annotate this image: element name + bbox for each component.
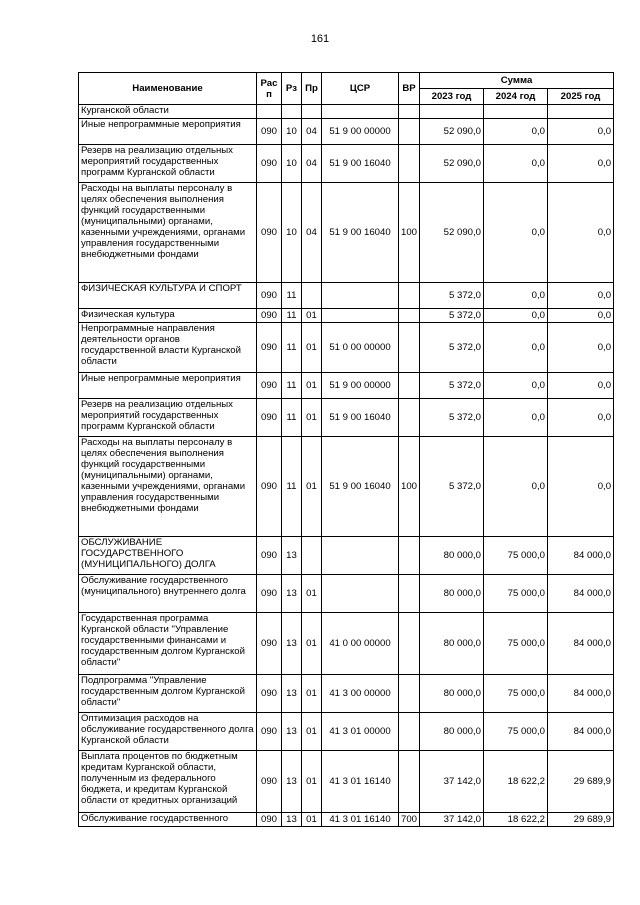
cell-y2025: 0,0 <box>548 399 614 437</box>
table-row <box>79 105 614 119</box>
cell-csr: 41 3 01 16140 <box>322 751 399 813</box>
cell-name: Резерв на реализацию отдельных мероприятий государственных программ Курганской области <box>79 399 257 437</box>
cell-csr <box>322 105 399 119</box>
cell-csr: 41 3 01 00000 <box>322 713 399 751</box>
cell-pr: 04 <box>302 119 322 145</box>
cell-y2024: 75 000,0 <box>484 713 548 751</box>
cell-rz: 13 <box>282 675 302 713</box>
cell-rasp: 090 <box>257 751 282 813</box>
cell-pr: 01 <box>302 713 322 751</box>
cell-y2023: 80 000,0 <box>420 713 484 751</box>
table-row <box>79 373 614 399</box>
cell-y2024 <box>484 105 548 119</box>
cell-y2023: 52 090,0 <box>420 145 484 183</box>
cell-pr: 01 <box>302 399 322 437</box>
cell-rz: 10 <box>282 183 302 283</box>
cell-name: Оптимизация расходов на обслуживание государственного долга Курганской области <box>79 713 257 751</box>
cell-y2024: 0,0 <box>484 399 548 437</box>
cell-y2024: 0,0 <box>484 309 548 323</box>
cell-rasp <box>257 105 282 119</box>
cell-rasp: 090 <box>257 713 282 751</box>
cell-rasp: 090 <box>257 575 282 613</box>
cell-y2025: 0,0 <box>548 119 614 145</box>
cell-vr <box>399 675 420 713</box>
cell-vr <box>399 613 420 675</box>
table-row <box>79 119 614 145</box>
cell-y2024: 0,0 <box>484 283 548 309</box>
cell-csr: 51 9 00 16040 <box>322 437 399 537</box>
cell-y2024: 0,0 <box>484 437 548 537</box>
page-number: 161 <box>310 33 330 45</box>
cell-y2023: 80 000,0 <box>420 537 484 575</box>
cell-y2024: 0,0 <box>484 323 548 373</box>
cell-y2024: 0,0 <box>484 373 548 399</box>
cell-name: Выплата процентов по бюджетным кредитам Курганской области, полученным из федерального бюджета, и кредитам Курганской области от кредитных организаций <box>79 751 257 813</box>
table-row <box>79 813 614 827</box>
table-row <box>79 283 614 309</box>
header-rasp: Рас п <box>257 73 282 105</box>
cell-vr: 100 <box>399 183 420 283</box>
header-rz: Рз <box>282 73 302 105</box>
cell-pr: 01 <box>302 751 322 813</box>
cell-rasp: 090 <box>257 309 282 323</box>
cell-y2024: 0,0 <box>484 119 548 145</box>
cell-rasp: 090 <box>257 145 282 183</box>
cell-csr <box>322 283 399 309</box>
cell-y2023: 5 372,0 <box>420 373 484 399</box>
header-2025: 2025 год <box>548 89 614 105</box>
table-row <box>79 613 614 675</box>
cell-csr: 41 3 00 00000 <box>322 675 399 713</box>
cell-name: ОБСЛУЖИВАНИЕ ГОСУДАРСТВЕННОГО (МУНИЦИПАЛЬНОГО) ДОЛГА <box>79 537 257 575</box>
cell-rz: 11 <box>282 437 302 537</box>
cell-rasp: 090 <box>257 183 282 283</box>
cell-y2025: 0,0 <box>548 373 614 399</box>
cell-vr <box>399 399 420 437</box>
cell-pr: 01 <box>302 675 322 713</box>
cell-csr: 51 9 00 16040 <box>322 183 399 283</box>
cell-csr: 41 0 00 00000 <box>322 613 399 675</box>
cell-rz: 10 <box>282 145 302 183</box>
cell-rz: 13 <box>282 751 302 813</box>
cell-csr <box>322 575 399 613</box>
cell-csr: 51 0 00 00000 <box>322 323 399 373</box>
cell-rasp: 090 <box>257 119 282 145</box>
cell-rasp: 090 <box>257 537 282 575</box>
cell-y2025: 29 689,9 <box>548 813 614 827</box>
cell-vr <box>399 751 420 813</box>
cell-rasp: 090 <box>257 675 282 713</box>
cell-name: Расходы на выплаты персоналу в целях обеспечения выполнения функций государственными (муниципальными) органами, казенными учреждениями, органами управления государственными внебюджетными фондами <box>79 183 257 283</box>
cell-csr: 51 9 00 00000 <box>322 373 399 399</box>
cell-y2023: 80 000,0 <box>420 575 484 613</box>
table-row <box>79 537 614 575</box>
cell-vr <box>399 119 420 145</box>
table-row <box>79 323 614 373</box>
cell-rz: 11 <box>282 323 302 373</box>
cell-csr: 41 3 01 16140 <box>322 813 399 827</box>
budget-table <box>78 72 614 827</box>
header-sum: Сумма <box>420 73 614 89</box>
cell-vr: 100 <box>399 437 420 537</box>
cell-vr <box>399 309 420 323</box>
cell-y2023: 37 142,0 <box>420 813 484 827</box>
cell-rasp: 090 <box>257 813 282 827</box>
cell-y2024: 75 000,0 <box>484 537 548 575</box>
cell-y2025: 0,0 <box>548 437 614 537</box>
cell-y2023: 37 142,0 <box>420 751 484 813</box>
cell-rz <box>282 105 302 119</box>
header-2024: 2024 год <box>484 89 548 105</box>
table-row <box>79 575 614 613</box>
cell-pr: 01 <box>302 323 322 373</box>
cell-rz: 11 <box>282 373 302 399</box>
cell-csr: 51 9 00 16040 <box>322 399 399 437</box>
cell-pr: 01 <box>302 309 322 323</box>
cell-name: Иные непрограммные мероприятия <box>79 119 257 145</box>
cell-pr <box>302 537 322 575</box>
cell-csr: 51 9 00 00000 <box>322 119 399 145</box>
cell-vr <box>399 575 420 613</box>
cell-name: Резерв на реализацию отдельных мероприятий государственных программ Курганской области <box>79 145 257 183</box>
header-pr: Пр <box>302 73 322 105</box>
cell-name: ФИЗИЧЕСКАЯ КУЛЬТУРА И СПОРТ <box>79 283 257 309</box>
cell-y2024: 0,0 <box>484 145 548 183</box>
cell-y2025: 84 000,0 <box>548 675 614 713</box>
cell-y2025 <box>548 105 614 119</box>
header-csr: ЦСР <box>322 73 399 105</box>
cell-rasp: 090 <box>257 613 282 675</box>
cell-rasp: 090 <box>257 283 282 309</box>
cell-pr <box>302 105 322 119</box>
cell-y2025: 0,0 <box>548 283 614 309</box>
cell-rasp: 090 <box>257 399 282 437</box>
cell-y2025: 29 689,9 <box>548 751 614 813</box>
cell-rz: 13 <box>282 613 302 675</box>
cell-y2024: 0,0 <box>484 183 548 283</box>
cell-pr: 04 <box>302 145 322 183</box>
cell-rz: 11 <box>282 399 302 437</box>
cell-y2025: 0,0 <box>548 145 614 183</box>
cell-y2023: 5 372,0 <box>420 399 484 437</box>
cell-vr <box>399 283 420 309</box>
budget-table-body <box>79 105 614 827</box>
header-vr: ВР <box>399 73 420 105</box>
cell-name: Государственная программа Курганской области "Управление государственными финансами и государственным долгом Курганской области" <box>79 613 257 675</box>
cell-vr <box>399 373 420 399</box>
cell-vr <box>399 145 420 183</box>
header-name: Наименование <box>79 73 257 105</box>
cell-pr <box>302 283 322 309</box>
table-row <box>79 309 614 323</box>
cell-rasp: 090 <box>257 373 282 399</box>
cell-pr: 01 <box>302 437 322 537</box>
cell-rz: 13 <box>282 575 302 613</box>
cell-y2023: 5 372,0 <box>420 309 484 323</box>
table-row <box>79 675 614 713</box>
cell-y2025: 0,0 <box>548 309 614 323</box>
cell-y2025: 84 000,0 <box>548 537 614 575</box>
cell-y2025: 0,0 <box>548 183 614 283</box>
cell-pr: 01 <box>302 373 322 399</box>
table-row <box>79 145 614 183</box>
header-2023: 2023 год <box>420 89 484 105</box>
cell-pr: 01 <box>302 613 322 675</box>
cell-vr <box>399 105 420 119</box>
cell-y2023: 52 090,0 <box>420 119 484 145</box>
cell-rz: 10 <box>282 119 302 145</box>
table-row <box>79 751 614 813</box>
cell-y2025: 84 000,0 <box>548 575 614 613</box>
cell-y2023 <box>420 105 484 119</box>
table-row <box>79 183 614 283</box>
cell-rasp: 090 <box>257 323 282 373</box>
cell-name: Обслуживание государственного <box>79 813 257 827</box>
cell-y2024: 75 000,0 <box>484 675 548 713</box>
cell-rz: 13 <box>282 537 302 575</box>
cell-y2023: 5 372,0 <box>420 283 484 309</box>
cell-rz: 11 <box>282 309 302 323</box>
cell-y2023: 5 372,0 <box>420 323 484 373</box>
cell-pr: 04 <box>302 183 322 283</box>
cell-y2025: 84 000,0 <box>548 713 614 751</box>
cell-pr: 01 <box>302 575 322 613</box>
cell-y2024: 18 622,2 <box>484 751 548 813</box>
cell-csr <box>322 537 399 575</box>
cell-rz: 13 <box>282 813 302 827</box>
cell-y2025: 0,0 <box>548 323 614 373</box>
cell-vr <box>399 323 420 373</box>
cell-y2023: 52 090,0 <box>420 183 484 283</box>
cell-name: Подпрограмма "Управление государственным долгом Курганской области" <box>79 675 257 713</box>
cell-y2023: 80 000,0 <box>420 613 484 675</box>
cell-vr <box>399 713 420 751</box>
cell-name: Курганской области <box>79 105 257 119</box>
table-row <box>79 399 614 437</box>
cell-y2025: 84 000,0 <box>548 613 614 675</box>
cell-csr <box>322 309 399 323</box>
cell-rz: 13 <box>282 713 302 751</box>
cell-rz: 11 <box>282 283 302 309</box>
cell-name: Непрограммные направления деятельности органов государственной власти Курганской области <box>79 323 257 373</box>
cell-pr: 01 <box>302 813 322 827</box>
cell-y2023: 5 372,0 <box>420 437 484 537</box>
cell-y2024: 75 000,0 <box>484 575 548 613</box>
table-row <box>79 437 614 537</box>
cell-y2024: 18 622,2 <box>484 813 548 827</box>
cell-y2024: 75 000,0 <box>484 613 548 675</box>
cell-name: Расходы на выплаты персоналу в целях обеспечения выполнения функций государственными (муниципальными) органами, казенными учреждениями, органами управления государственными внебюджетными фондами <box>79 437 257 537</box>
cell-vr: 700 <box>399 813 420 827</box>
cell-name: Иные непрограммные мероприятия <box>79 373 257 399</box>
table-row <box>79 713 614 751</box>
cell-name: Физическая культура <box>79 309 257 323</box>
cell-y2023: 80 000,0 <box>420 675 484 713</box>
cell-rasp: 090 <box>257 437 282 537</box>
cell-csr: 51 9 00 16040 <box>322 145 399 183</box>
cell-vr <box>399 537 420 575</box>
cell-name: Обслуживание государственного (муниципального) внутреннего долга <box>79 575 257 613</box>
